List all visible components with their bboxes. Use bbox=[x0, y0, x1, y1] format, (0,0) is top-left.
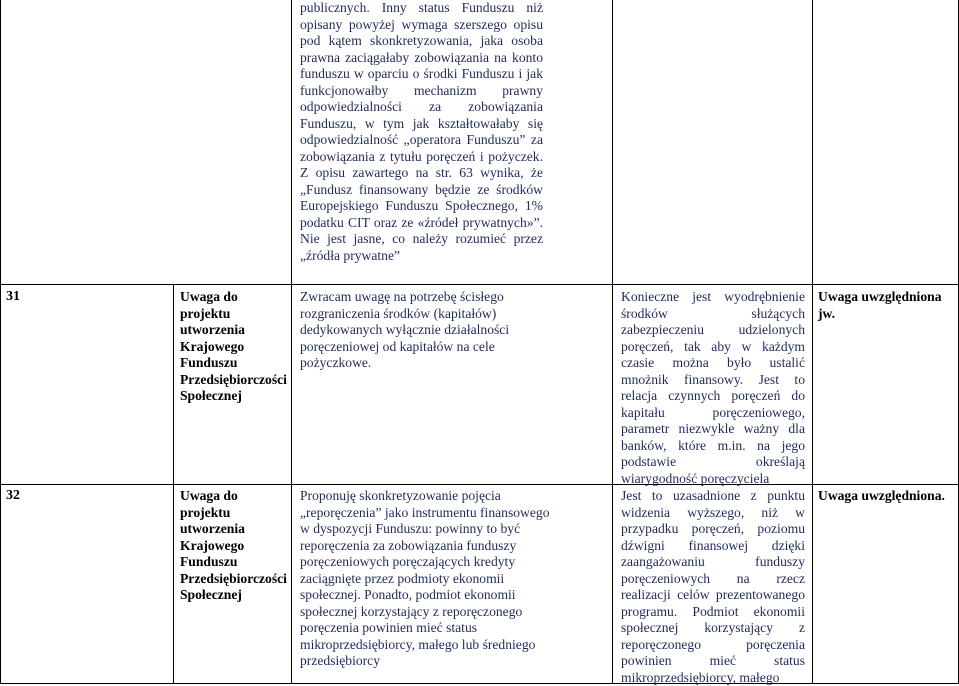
table-border-col3 bbox=[612, 0, 613, 684]
row-31-justification: Konieczne jest wyodrębnienie środków służących zabezpieczeniu udzielonych poręczeń, tak aby w każdym czasie można było ustalić mnożnik finansowy. Jest to relacja czynnych poręczeń do kapitału poręczeniowego, parametr niezwykle ważny dla banków, które m.in. na jego podstawie określają wiarygodność poręczyciela bbox=[621, 289, 805, 486]
row-divider-1 bbox=[0, 284, 959, 285]
row-31-comment: Zwracam uwagę na potrzebę ścisłego rozgraniczenia środków (kapitałów) dedykowanych wyłącznie działalności poręczeniowej od kapitałów na cele pożyczkowe. bbox=[300, 289, 510, 370]
table-border-col2 bbox=[291, 0, 292, 684]
row-31-status: Uwaga uwzględniona jw. bbox=[818, 289, 942, 321]
table-border-col4 bbox=[812, 0, 813, 684]
row-32-status: Uwaga uwzględniona. bbox=[818, 488, 945, 503]
row-31-subject: Uwaga do projektu utworzenia Krajowego Funduszu Przedsiębiorczości Społecznej bbox=[180, 289, 287, 403]
row-32-comment: Proponuję skonkretyzowanie pojęcia „reporęczenia” jako instrumentu finansowego w dyspozycji Funduszu: powinny to być reporęczenia za zobowiązania funduszy poręczeniowych poręczających kredyty zaciągnięte przez podmioty ekonomii społecznej. Ponadto, podmiot ekonomii społecznej korzystający z reporęczonego poręczenia powinien mieć status mikroprzedsiębiorcy, małego lub średniego przedsiębiorcy bbox=[300, 488, 550, 668]
row-32-justification: Jest to uzasadnione z punktu widzenia wyższego, niż w przypadku poręczeń, poziomu dźwigni finansowej dzięki zaangażowaniu funduszy poręczeniowych na rzecz realizacji celów prezentowanego programu. Podmiot ekonomii społecznej korzystający z reporęczonego poręczenia powinien mieć status mikroprzedsiębiorcy, małego bbox=[621, 488, 805, 685]
row-divider-2 bbox=[0, 484, 959, 485]
top-row-comment: publicznych. Inny status Funduszu niż opisany powyżej wymaga szerszego opisu pod kątem skonkretyzowania, jaka osoba prawna zaciągałaby zobowiązania na konto funduszu w oparciu o środki Funduszu i jak funkcjonowałby mechanizm prawny odpowiedzialności za zobowiązania Funduszu, w tym jak kształtowałaby się odpowiedzialność „operatora Funduszu” za zobowiązania z tytułu poręczeń i pożyczek. Z opisu zawartego na str. 63 wynika, że „Fundusz finansowany będzie ze środków Europejskiego Funduszu Społecznego, 1% podatku CIT oraz ze «źródeł prywatnych»”. Nie jest jasne, co należy rozumieć przez „źródła prywatne” bbox=[300, 0, 543, 263]
row-32-number: 32 bbox=[6, 488, 20, 503]
row-31-number: 31 bbox=[6, 289, 20, 304]
table-border-left bbox=[0, 0, 1, 684]
row-32-subject: Uwaga do projektu utworzenia Krajowego Funduszu Przedsiębiorczości Społecznej bbox=[180, 488, 287, 602]
